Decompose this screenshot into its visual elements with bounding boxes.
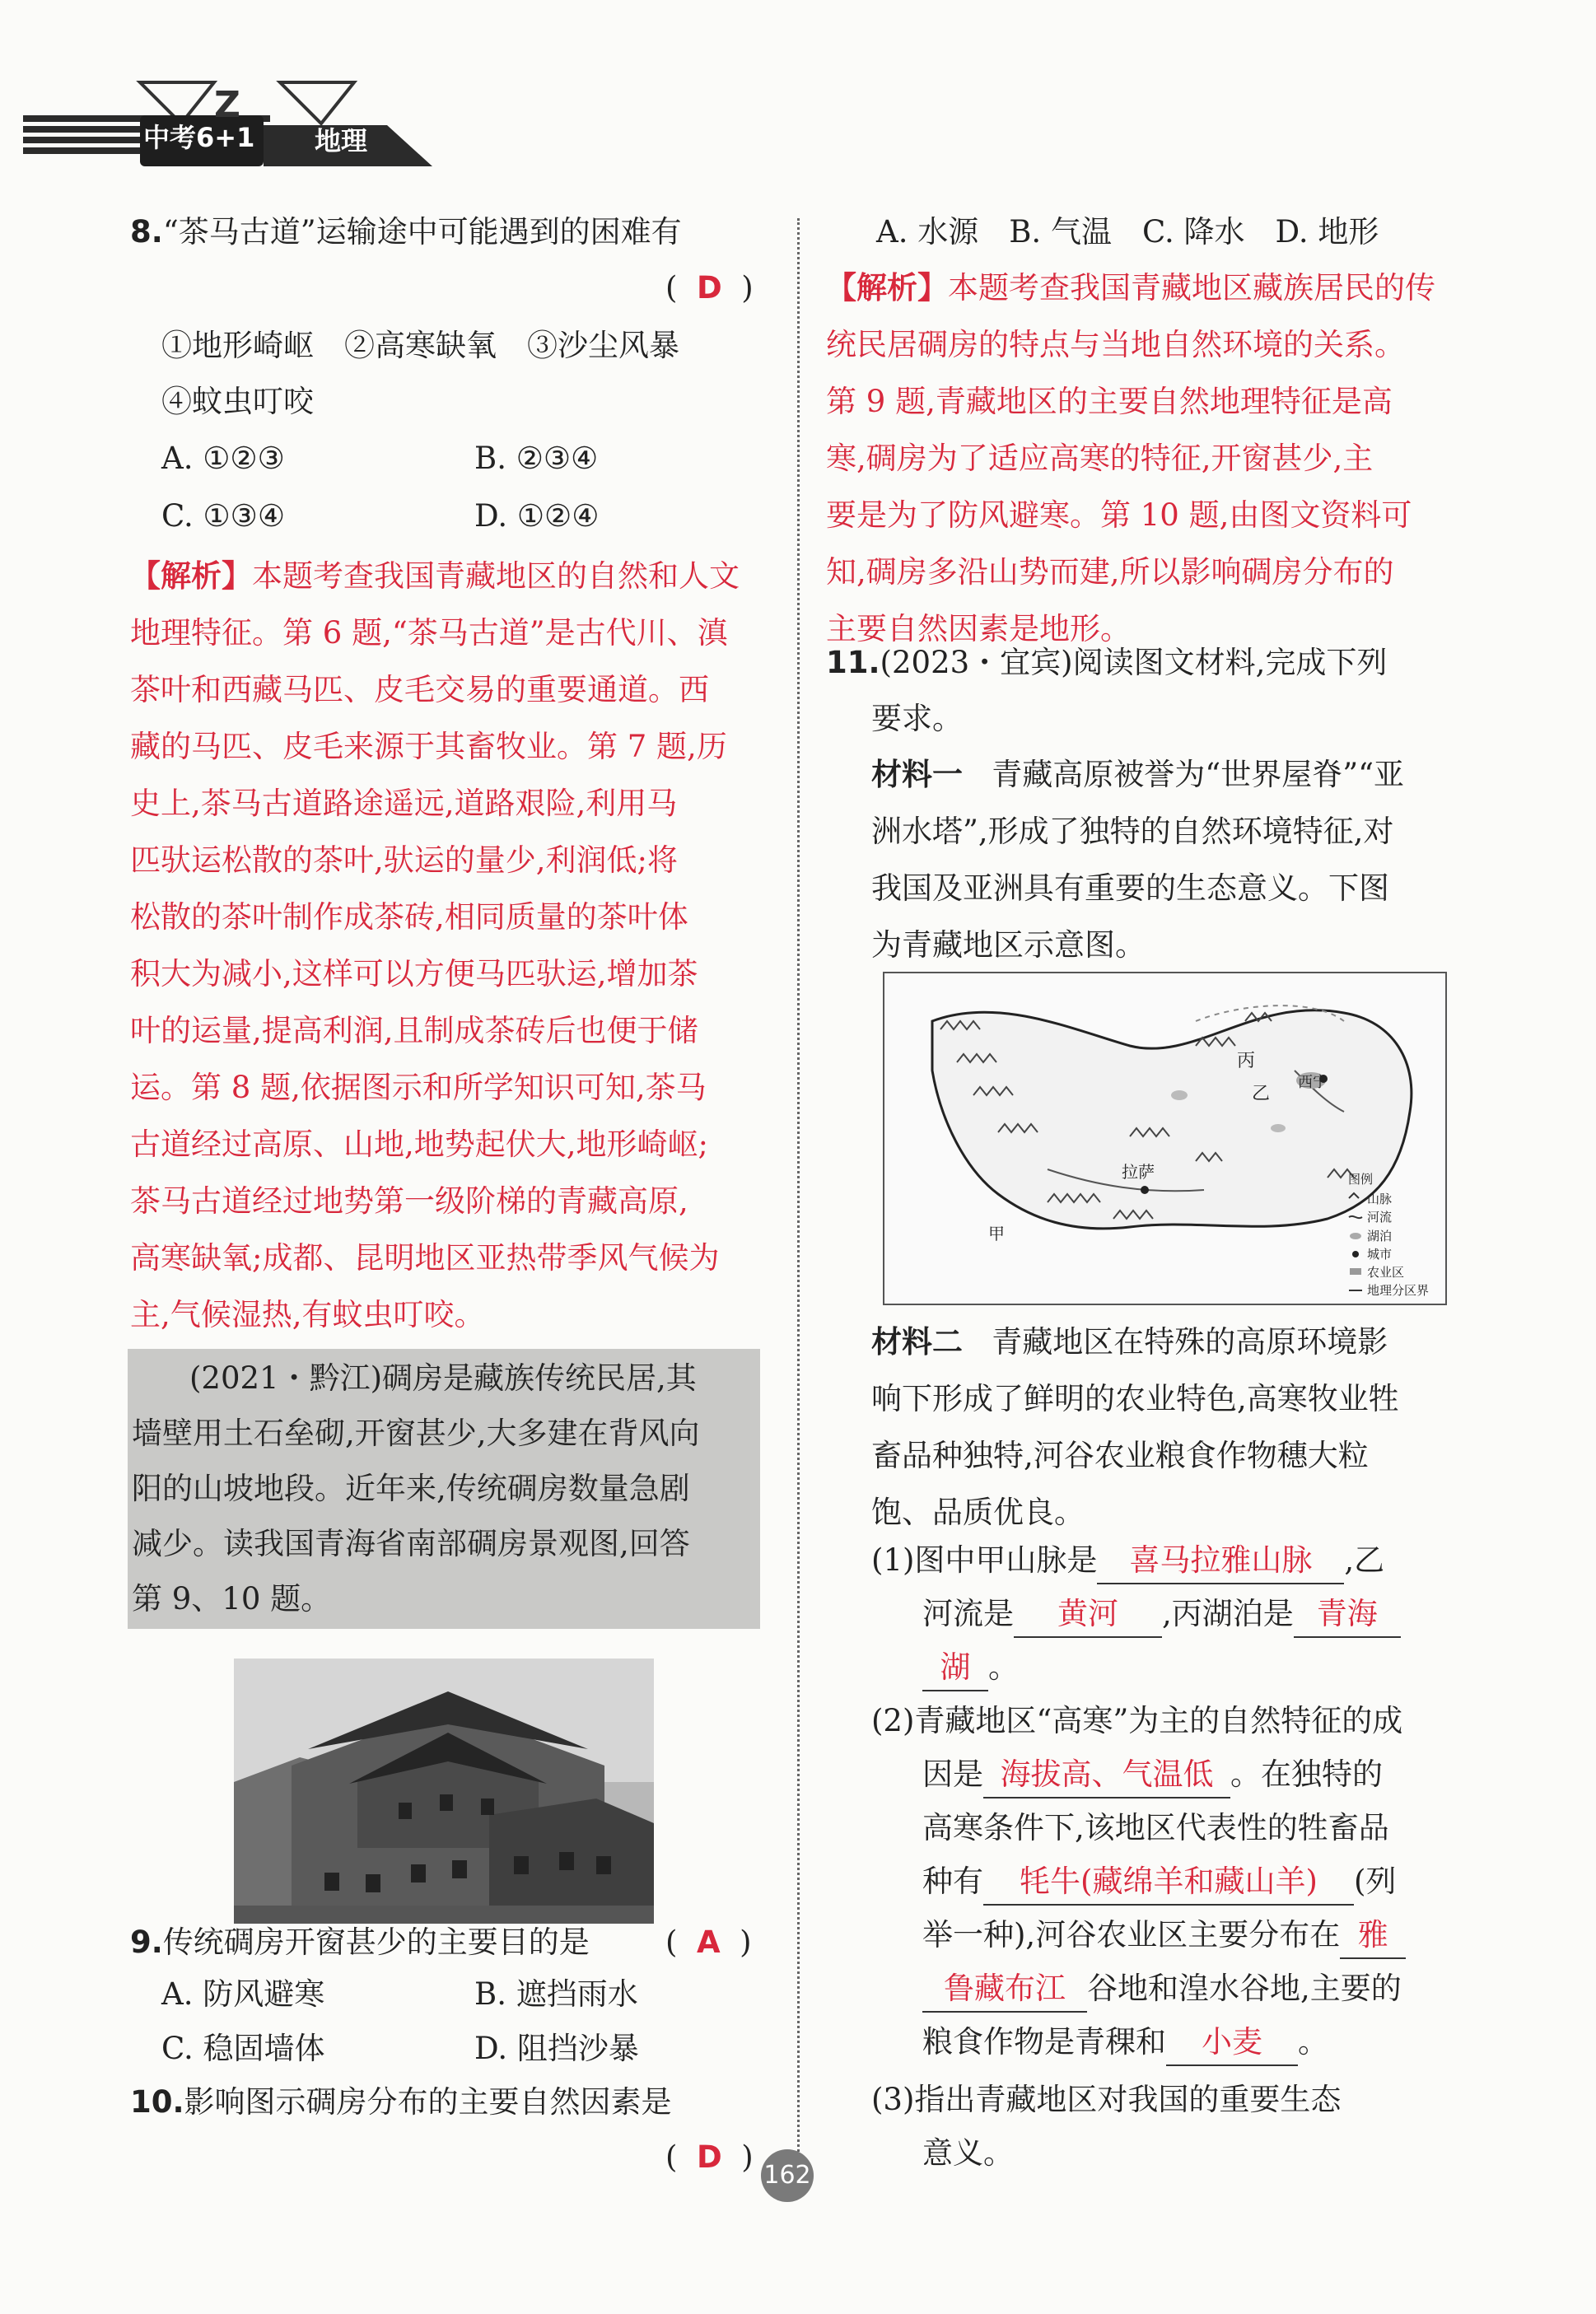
q11-part2-line3: 高寒条件下,该地区代表性的牲畜品 xyxy=(922,1810,1389,1845)
material-1-tag: 材料一 xyxy=(871,757,963,792)
q8-option-d: D. ①②④ xyxy=(474,498,600,534)
q9-option-b: B. 遮挡雨水 xyxy=(474,1976,638,2012)
analysis-1-tag: 【解析】 xyxy=(130,558,252,594)
q11-part2-blank3b: 鲁藏布江 xyxy=(922,1966,1087,2013)
q11-part1-blank3a: 青海 xyxy=(1294,1592,1401,1638)
header-subject: 地理 xyxy=(315,125,368,156)
q11-stem-line2: 要求。 xyxy=(871,701,963,736)
q9-option-a: A. 防风避寒 xyxy=(161,1976,325,2012)
map-label-lasa: 拉萨 xyxy=(1122,1162,1155,1182)
map-label-jia: 甲 xyxy=(988,1224,1005,1243)
q11-part2-line5: 举一种),河谷农业区主要分布在 雅 xyxy=(922,1906,1406,1963)
map-legend-farm: 农业区 xyxy=(1367,1265,1405,1280)
map-legend-river: 河流 xyxy=(1367,1210,1393,1225)
q9-option-c: C. 稳固墙体 xyxy=(161,2031,325,2066)
q11-part1-line3: 湖 。 xyxy=(922,1639,1019,1696)
map-label-yi: 乙 xyxy=(1252,1084,1271,1104)
map-legend-mountain: 山脉 xyxy=(1367,1192,1393,1206)
q11-part3-line1: (3)指出青藏地区对我国的重要生态 xyxy=(871,2082,1342,2117)
analysis-2: 【解析】本题考查我国青藏地区藏族居民的传 统民居碉房的特点与当地自然环境的关系。 第 9 题,青藏地区的主要自然地理特征是高 寒,碉房为了适应高寒的特征,开窗甚少,主 要是为了防风避寒。第 10 题,由图文资料可 知,碉房多沿山势而建,所以影响碉房分布的 主要自然因素是地形。 xyxy=(826,270,1435,646)
q11-part1-line2: 河流是 黄河 ,丙湖泊是 青海 xyxy=(922,1585,1401,1642)
map-label-xining: 西宁 xyxy=(1298,1074,1328,1091)
q11-part2-line6: 鲁藏布江 谷地和湟水谷地,主要的 xyxy=(922,1960,1402,2017)
q11-part1-blank3b: 湖 xyxy=(922,1645,988,1691)
q8-option-c: C. ①③④ xyxy=(161,498,286,534)
svg-text:Z: Z xyxy=(214,84,240,126)
page-number-badge: 162 xyxy=(761,2149,814,2202)
diaofang-photo xyxy=(234,1659,654,1924)
map-legend-title: 图例 xyxy=(1348,1172,1374,1187)
q11-part2-line1: (2)青藏地区“高寒”为主的自然特征的成 xyxy=(871,1703,1403,1738)
intro-box-text: (2021・黔江)碉房是藏族传统民居,其 墙壁用土石垒砌,开窗甚少,大多建在背风向 阳的山坡地段。近年来,传统碉房数量急剧 减少。读我国青海省南部碉房景观图,回答 第 9、10 题。 xyxy=(132,1360,700,1617)
map-legend-boundary: 地理分区界 xyxy=(1367,1283,1430,1298)
q11-part2-line7: 粮食作物是青稞和 小麦 。 xyxy=(922,2013,1328,2070)
q9-answer: ( A ) xyxy=(665,1924,752,1960)
q8-stem: 8.“茶马古道”运输途中可能遇到的困难有 xyxy=(130,214,682,250)
q11-part2-blank4: 小麦 xyxy=(1166,2020,1298,2066)
q8-answer: ( D ) xyxy=(665,270,754,306)
q10-answer: ( D ) xyxy=(665,2139,754,2175)
q9-stem: 9.传统碉房开窗甚少的主要目的是 xyxy=(130,1924,590,1960)
qingzang-map xyxy=(883,972,1447,1305)
analysis-1: 【解析】本题考查我国青藏地区的自然和人文 地理特征。第 6 题,“茶马古道”是古代川、滇 茶叶和西藏马匹、皮毛交易的重要通道。西 藏的马匹、皮毛来源于其畜牧业。第 7 题,历 史上,茶马古道路途遥远,道路艰险,利用马 匹驮运松散的茶叶,驮运的量少,利润低;将 松散的茶叶制作成茶砖,相同质量的茶叶体 积大为减小,这样可以方便马匹驮运,增加茶 叶的运量,提高利润,且制成茶砖后也便于储 运。第 8 题,依据图示和所学知识可知,茶马 古道经过高原、山地,地势起伏大,地形崎岖; 茶马古道经过地势第一级阶梯的青藏高原, 高寒缺氧;成都、昆明地区亚热带季风气候为 主,气候湿热,有蚊虫叮咬。 xyxy=(130,558,740,1332)
header-brand: 中考6+1 xyxy=(143,122,255,153)
map-legend-lake: 湖泊 xyxy=(1367,1229,1393,1243)
q11-part2-line2: 因是 海拔高、气温低 。在独特的 xyxy=(922,1746,1383,1803)
q11-part3-line2: 意义。 xyxy=(922,2135,1014,2171)
material-2: 材料二 青藏地区在特殊的高原环境影 响下形成了鲜明的农业特色,高寒牧业牲 畜品种独特,河谷农业粮食作物穗大粒 饱、品质优良。 xyxy=(871,1324,1399,1530)
q11-part1-blank1: 喜马拉雅山脉 xyxy=(1097,1538,1344,1584)
analysis-2-tag: 【解析】 xyxy=(826,270,948,306)
q11-part2-blank2: 牦牛(藏绵羊和藏山羊) xyxy=(983,1859,1354,1906)
q11-stem-line1: 11.(2023・宜宾)阅读图文材料,完成下列 xyxy=(826,645,1388,680)
q8-option-a: A. ①②③ xyxy=(161,441,285,476)
q10-stem: 10.影响图示碉房分布的主要自然因素是 xyxy=(130,2084,672,2120)
column-divider xyxy=(797,218,800,2162)
q10-options: A. 水源 B. 气温 C. 降水 D. 地形 xyxy=(876,214,1379,250)
q11-part2-line4: 种有 牦牛(藏绵羊和藏山羊) (列 xyxy=(922,1853,1396,1910)
q9-option-d: D. 阻挡沙暴 xyxy=(474,2031,639,2066)
q8-option-b: B. ②③④ xyxy=(474,441,599,476)
map-label-bing: 丙 xyxy=(1237,1051,1256,1071)
q11-part2-blank1: 海拔高、气温低 xyxy=(983,1752,1230,1798)
q11-part1-blank2: 黄河 xyxy=(1014,1592,1162,1638)
q11-part1-line1: (1)图中甲山脉是 喜马拉雅山脉 ,乙 xyxy=(871,1532,1384,1589)
q8-items-line1: ①地形崎岖 ②高寒缺氧 ③沙尘风暴 xyxy=(161,328,679,363)
material-2-tag: 材料二 xyxy=(871,1324,963,1360)
map-legend-city: 城市 xyxy=(1367,1247,1393,1262)
q8-items-line2: ④蚊虫叮咬 xyxy=(161,384,314,419)
q11-part2-blank3a: 雅 xyxy=(1340,1913,1406,1959)
material-1: 材料一 青藏高原被誉为“世界屋脊”“亚 洲水塔”,形成了独特的自然环境特征,对 我国及亚洲具有重要的生态意义。下图 为青藏地区示意图。 xyxy=(871,757,1405,963)
